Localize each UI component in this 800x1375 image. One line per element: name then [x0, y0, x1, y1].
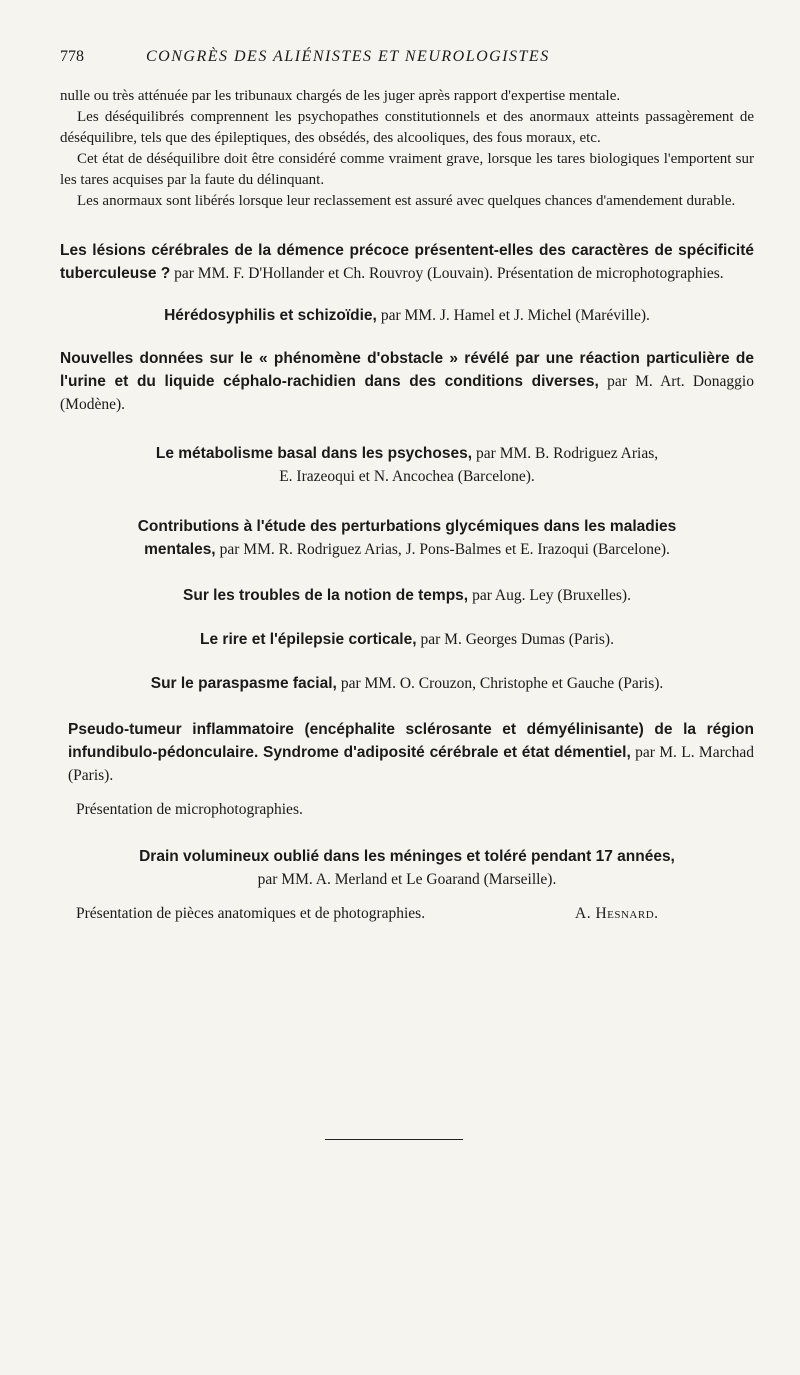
entry-title: Nouvelles données sur le « phénomène d'obstacle » révélé par une réaction particulière de l'urine et du liquide céphalo-rachidien dans des conditions diverses,: [60, 350, 754, 390]
paragraph: Les déséquilibrés comprennent les psychopathes constitutionnels et des anormaux atteints passagèrement de déséquilibre, tels que des épileptiques, des obsédés, des alcooliques, des fous moraux, etc.: [60, 109, 754, 146]
entry-title: Sur les troubles de la notion de temps,: [183, 587, 469, 604]
entry-note-row: [60, 905, 754, 927]
entry-byline: par M. L. Marchad (Paris).: [68, 744, 755, 784]
entry-title: Contributions à l'étude des perturbations glycémiques dans les maladies: [137, 518, 677, 535]
paragraph: Cet état de déséquilibre doit être considéré comme vraiment grave, lorsque les tares biologiques l'emportent sur les tares acquises par la faute du délinquant.: [60, 151, 754, 188]
entry-byline: par MM. A. Merland et Le Goarand (Marseille).: [257, 871, 557, 888]
communication-entry: [60, 347, 754, 416]
paragraph: nulle ou très atténuée par les tribunaux chargés de les juger après rapport d'expertise mentale.: [60, 88, 621, 104]
entry-title: Le métabolisme basal dans les psychoses,: [155, 445, 473, 462]
page: [60, 48, 754, 927]
entry-byline: par Aug. Ley (Bruxelles).: [472, 587, 631, 604]
communication-entry: [60, 587, 754, 605]
entry-title: Pseudo-tumeur inflammatoire (encéphalite sclérosante et démyélinisante) de la région infundibulo-pédonculaire. Syndrome d'adiposité cérébrale et état démentiel,: [68, 721, 754, 761]
entry-title: Les lésions cérébrales de la démence précoce présentent-elles des caractères de spécificité tuberculeuse ?: [60, 242, 754, 282]
entry-byline: par MM. O. Crouzon, Christophe et Gauche (Paris).: [340, 675, 664, 692]
communication-entry: [60, 631, 754, 649]
running-title: CONGRÈS DES ALIÉNISTES ET NEUROLOGISTES: [146, 48, 550, 65]
entry-byline: par M. Georges Dumas (Paris).: [420, 631, 614, 648]
entry-title: Drain volumineux oublié dans les méninges et toléré pendant 17 années,: [139, 848, 675, 865]
entry-byline: par MM. J. Hamel et J. Michel (Maréville).: [380, 307, 650, 324]
entry-title: Hérédosyphilis et schizoïdie,: [164, 307, 377, 324]
body-text: [60, 86, 754, 212]
entry-title-continued: mentales,: [144, 541, 216, 558]
entry-title: Sur le paraspasme facial,: [150, 675, 337, 692]
entry-byline-continued: E. Irazeoqui et N. Ancochea (Barcelone).: [279, 468, 535, 485]
communication-entry: [60, 307, 754, 325]
communication-entry: [60, 718, 754, 787]
communication-entry: [60, 515, 754, 561]
communication-entry: [60, 845, 754, 891]
entry-note: Présentation de pièces anatomiques et de photographies.: [76, 905, 426, 922]
entry-note: Présentation de microphotographies.: [76, 801, 303, 818]
entry-byline: par MM. F. D'Hollander et Ch. Rouvroy (Louvain). Présentation de microphotographies.: [174, 265, 724, 282]
entry-byline: par MM. R. Rodriguez Arias, J. Pons-Balmes et E. Irazoqui (Barcelone).: [219, 541, 670, 558]
communication-entry: [60, 239, 754, 285]
entry-byline: par MM. B. Rodriguez Arias,: [476, 445, 659, 462]
entry-title: Le rire et l'épilepsie corticale,: [200, 631, 417, 648]
entry-byline: par M. Art. Donaggio (Modène).: [60, 373, 754, 413]
running-head: [60, 48, 754, 74]
page-number: 778: [60, 48, 84, 65]
end-rule: [325, 1139, 463, 1140]
communication-entry: [60, 442, 754, 488]
paragraph: Les anormaux sont libérés lorsque leur reclassement est assuré avec quelques chances d'amendement durable.: [77, 193, 736, 209]
communication-entry: [60, 675, 754, 693]
signature: A. Hesnard.: [575, 905, 659, 922]
